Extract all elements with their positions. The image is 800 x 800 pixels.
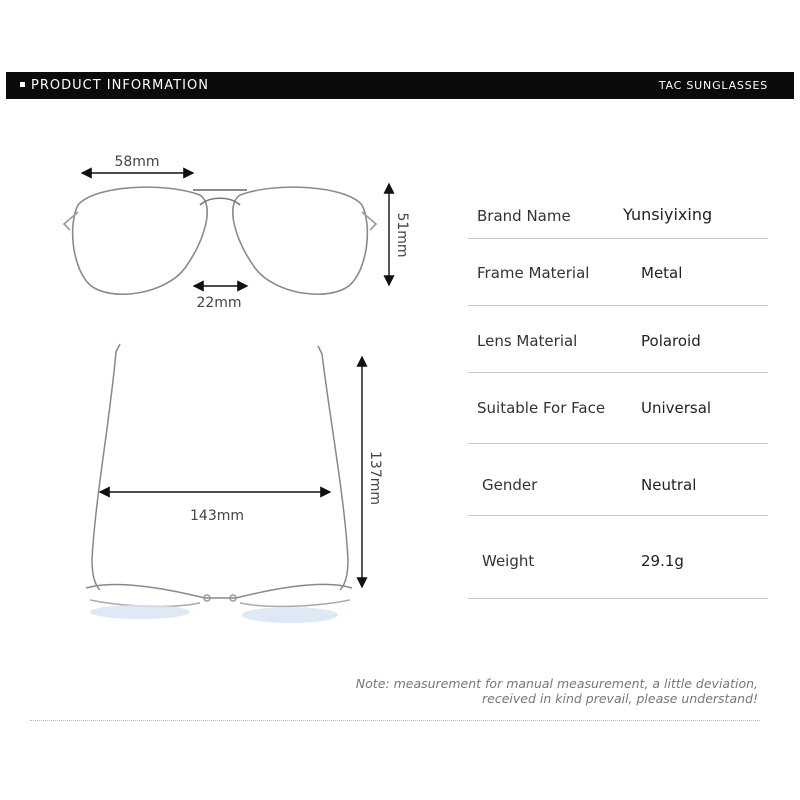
right-lens <box>233 187 368 294</box>
spec-value: Yunsiyixing <box>623 205 713 224</box>
spec-value: 29.1g <box>641 552 684 570</box>
spec-value: Universal <box>641 399 712 417</box>
spec-label: Gender <box>482 476 538 494</box>
note-line-1: Note: measurement for manual measurement, a little deviation, <box>355 676 758 691</box>
left-lens <box>73 187 208 294</box>
right-lens-reflection <box>242 607 338 623</box>
lens-height-label: 51mm <box>394 212 410 258</box>
spec-row <box>468 306 768 373</box>
spec-label: Suitable For Face <box>477 399 606 417</box>
spec-label: Brand Name <box>477 207 571 225</box>
temple-length-label: 137mm <box>367 451 383 505</box>
spec-value: Neutral <box>641 476 697 494</box>
spec-value: Polaroid <box>641 332 701 350</box>
spec-value: Metal <box>641 264 683 282</box>
spec-row <box>468 373 768 444</box>
spec-label: Frame Material <box>477 264 590 282</box>
glasses-front-view <box>64 187 376 294</box>
spec-row <box>468 239 768 306</box>
measurement-note <box>356 676 758 706</box>
dotted-divider <box>30 720 760 721</box>
front-frame-top <box>86 585 352 599</box>
lens-width-label: 58mm <box>114 154 160 170</box>
note-line-2: received in kind prevail, please understand! <box>482 691 758 706</box>
left-temple <box>92 344 120 590</box>
frame-width-label: 143mm <box>190 508 244 524</box>
glasses-top-view <box>86 344 352 606</box>
spec-label: Lens Material <box>477 332 578 350</box>
right-temple-stub <box>362 212 376 230</box>
spec-row <box>468 184 768 239</box>
left-lens-reflection <box>90 605 190 619</box>
spec-label: Weight <box>482 552 535 570</box>
section-title-text: PRODUCT INFORMATION <box>31 78 209 93</box>
left-temple-stub <box>64 212 78 230</box>
spec-row <box>468 516 768 599</box>
right-temple <box>318 346 348 590</box>
bridge-width-label: 22mm <box>196 295 242 311</box>
product-type: TAC SUNGLASSES <box>658 79 768 92</box>
spec-row <box>468 444 768 516</box>
